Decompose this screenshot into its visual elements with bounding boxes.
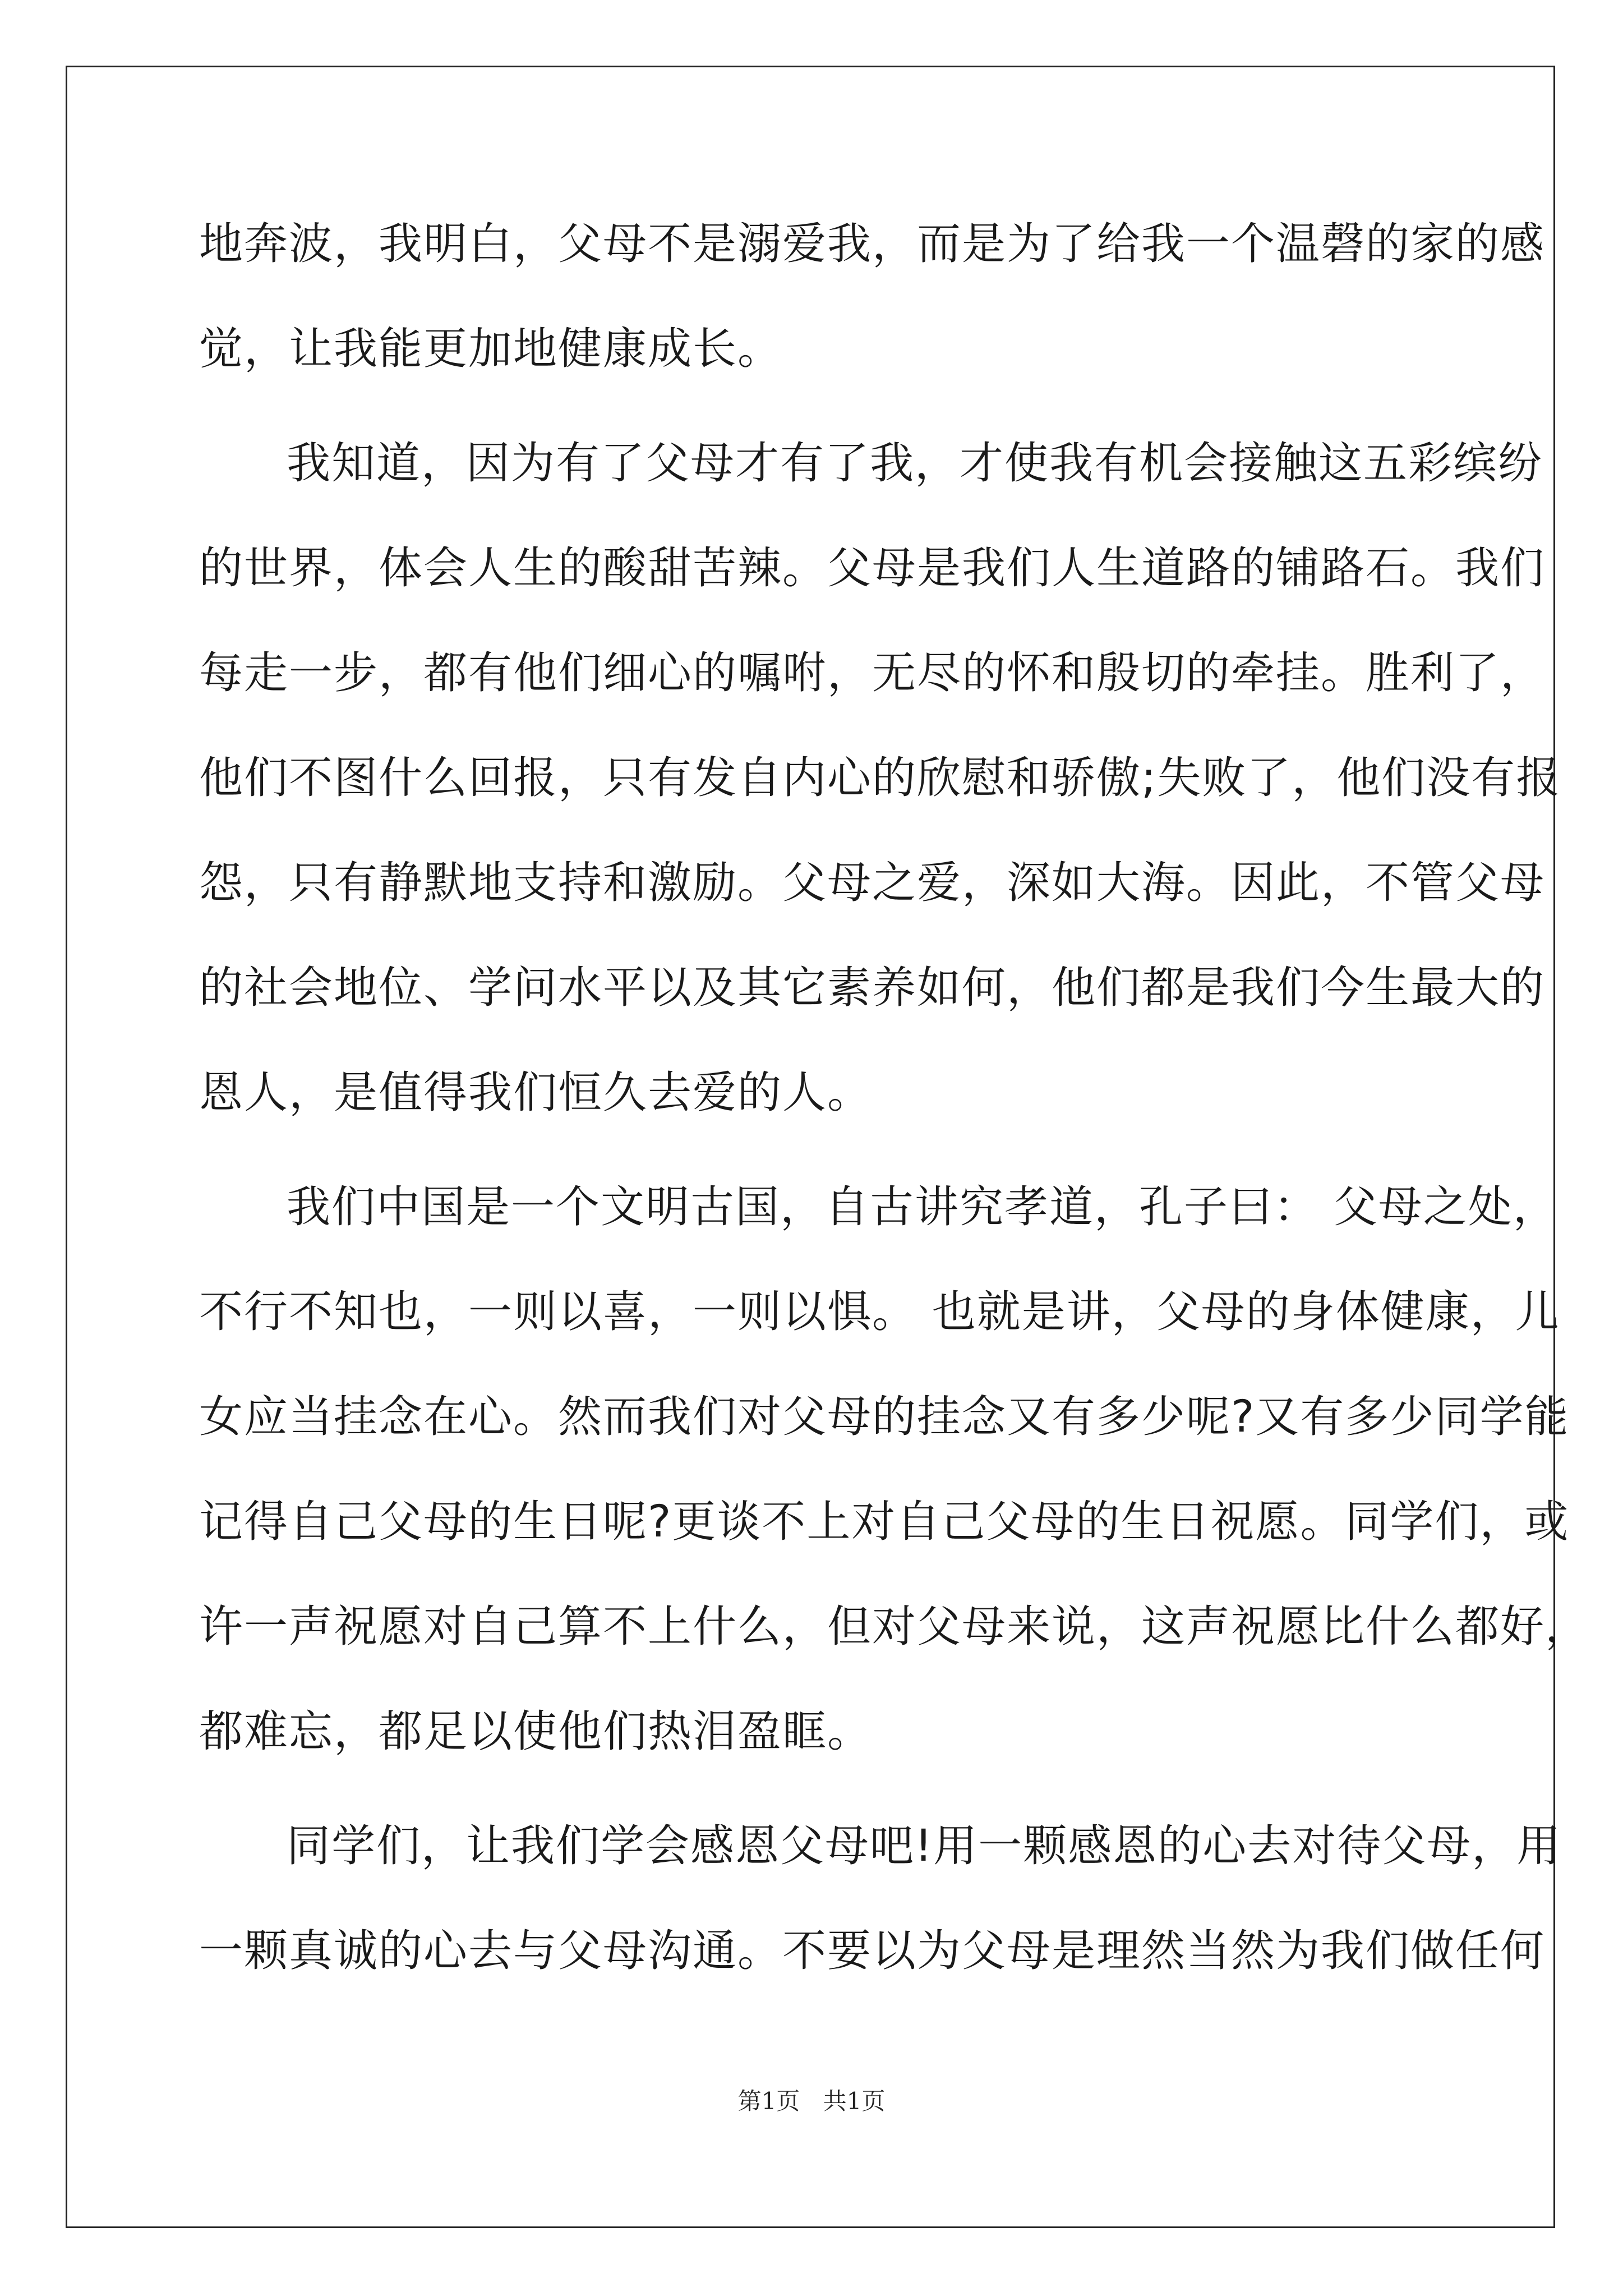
text-line: 地奔波，我明白，父母不是溺爱我，而是为了给我一个温磬的家的感 [199,219,1546,269]
text-line: 的世界，体会人生的酸甜苦辣。父母是我们人生道路的铺路石。我们 [199,543,1546,593]
text-line: 每走一步，都有他们细心的嘱咐，无尽的怀和殷切的牵挂。胜利了， [199,648,1546,698]
text-line: 女应当挂念在心。然而我们对父母的挂念又有多少呢?又有多少同学能 [199,1392,1570,1442]
text-line: 的社会地位、学问水平以及其它素养如何，他们都是我们今生最大的 [199,963,1546,1013]
text-line: 都难忘，都足以使他们热泪盈眶。 [199,1706,873,1757]
paragraph-first-line: 同学们，让我们学会感恩父母吧!用一颗感恩的心去对待父母，用 [287,1821,1562,1871]
total-pages: 共1页 [823,2087,886,2115]
text-line: 恩人，是值得我们恒久去爱的人。 [199,1068,873,1118]
page-number: 第1页 [737,2087,800,2115]
text-line: 许一声祝愿对自己算不上什么，但对父母来说，这声祝愿比什么都好， [199,1602,1590,1652]
text-line: 他们不图什么回报，只有发自内心的欣慰和骄傲;失败了，他们没有报 [199,753,1561,803]
text-line: 一颗真诚的心去与父母沟通。不要以为父母是理然当然为我们做任何 [199,1926,1546,1976]
text-line: 记得自己父母的生日呢?更谈不上对自己父母的生日祝愿。同学们，或 [199,1497,1570,1547]
text-line: 怨，只有静默地支持和激励。父母之爱，深如大海。因此，不管父母 [199,858,1546,908]
text-line: 不行不知也，一则以喜，一则以惧。 也就是讲，父母的身体健康，儿 [199,1287,1560,1337]
paragraph-first-line: 我知道，因为有了父母才有了我，才使我有机会接触这五彩缤纷 [287,438,1543,489]
paragraph-first-line: 我们中国是一个文明古国，自古讲究孝道，孔子曰： 父母之处， [287,1182,1558,1232]
text-line: 觉，让我能更加地健康成长。 [199,324,783,374]
document-body [199,216,1590,2028]
page-footer [0,2086,1623,2117]
